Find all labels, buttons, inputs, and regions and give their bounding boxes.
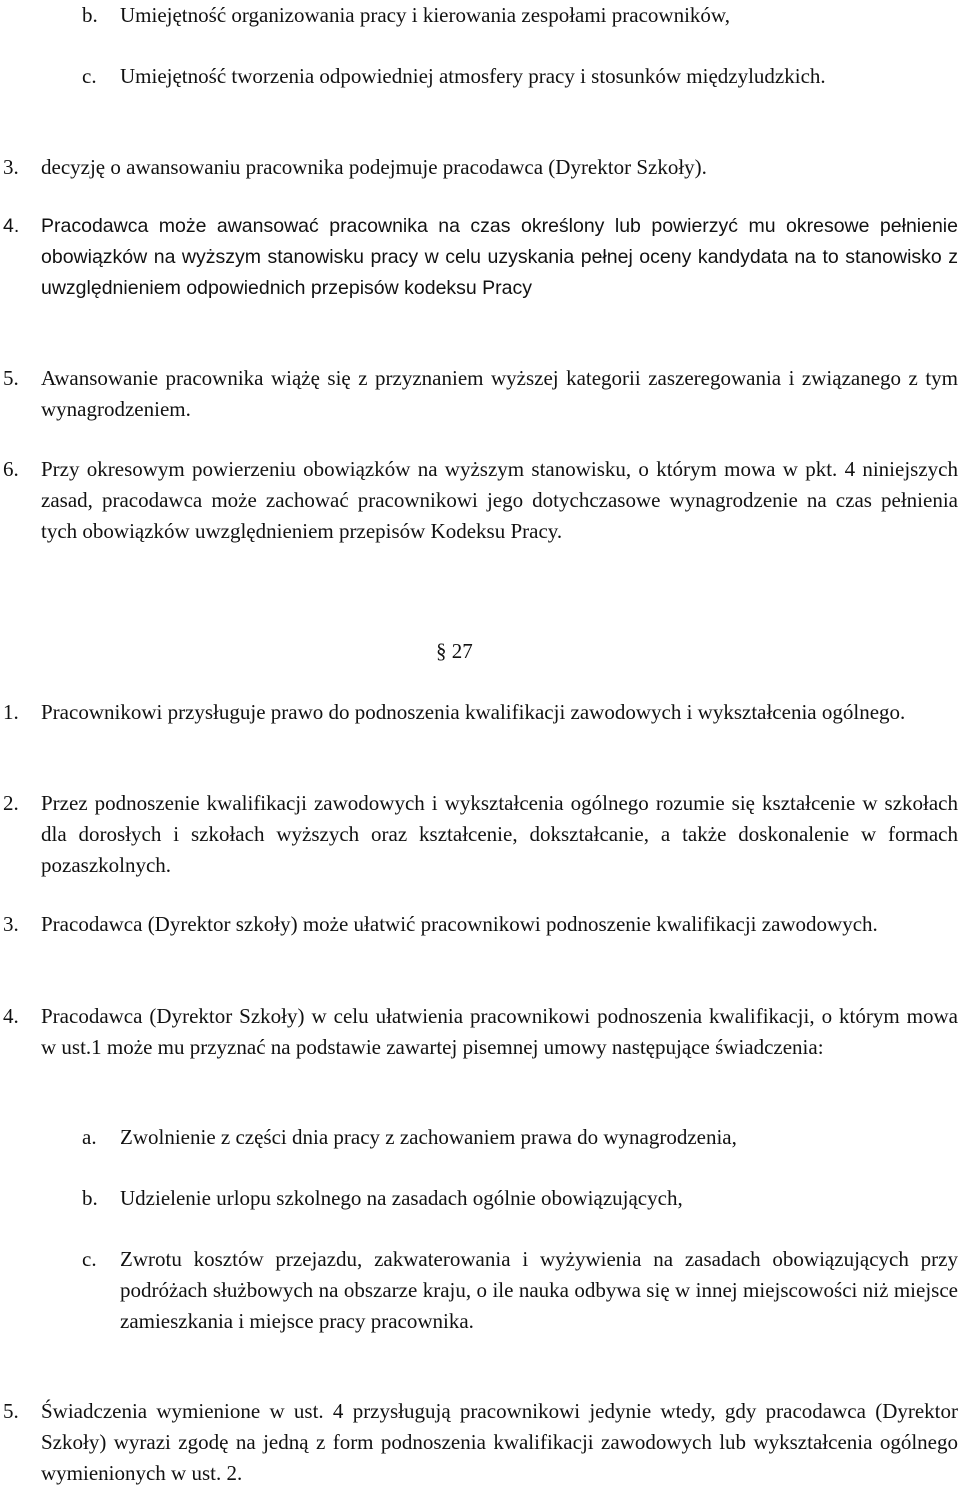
paragraph-1 <box>0 697 958 728</box>
item-marker: b. <box>82 3 98 27</box>
paragraph-text: Przez podnoszenie kwalifikacji zawodowych i wykształcenia ogólnego rozumie się kształcenie w szkołach dla dorosłych i szkołach wyższych oraz kształcenie, dokształcanie, a także doskonalenie w formach pozaszkolnych. <box>41 791 958 877</box>
paragraph-text: Pracodawca (Dyrektor szkoły) może ułatwić pracownikowi podnoszenie kwalifikacji zawodowych. <box>41 912 878 936</box>
paragraph-text: decyzję o awansowaniu pracownika podejmuje pracodawca (Dyrektor Szkoły). <box>41 155 707 179</box>
paragraph-5-b <box>0 1396 958 1489</box>
item-text: Umiejętność organizowania pracy i kierowania zespołami pracowników, <box>120 3 730 27</box>
paragraph-text: Świadczenia wymienione w ust. 4 przysługują pracownikowi jedynie wtedy, gdy pracodawca (Dyrektor Szkoły) wyrazi zgodę na jedną z form podnoszenia kwalifikacji zawodowych lub wykształcenia ogólnego wymienionych w ust. 2. <box>41 1399 958 1485</box>
paragraph-text: Pracodawca (Dyrektor Szkoły) w celu ułatwienia pracownikowi podnoszenia kwalifikacji, o którym mowa w ust.1 może mu przyznać na podstawie zawartej pisemnej umowy następujące świadczenia: <box>41 1004 958 1059</box>
paragraph-number: 4. <box>3 215 20 237</box>
item-text: Zwrotu kosztów przejazdu, zakwaterowania i wyżywienia na zasadach obowiązujących przy podróżach służbowych na obszarze kraju, o ile nauka odbywa się w innej miejscowości niż miejsce zamieszkania i miejsce pracy pracownika. <box>120 1247 958 1333</box>
paragraph-number: 2. <box>3 791 19 815</box>
section-number: 27 <box>451 639 473 663</box>
item-text: Zwolnienie z części dnia pracy z zachowaniem prawa do wynagrodzenia, <box>120 1125 737 1149</box>
paragraph-3 <box>0 152 958 183</box>
paragraph-text: Awansowanie pracownika wiążę się z przyznaniem wyższej kategorii zaszeregowania i związanego z tym wynagrodzeniem. <box>41 366 958 421</box>
paragraph-text: Pracodawca może awansować pracownika na czas określony lub powierzyć mu okresowe pełnienie obowiązków na wyższym stanowisku pracy w celu uzyskania pełnej oceny kandydata na to stanowisko z uwzględnieniem odpowiednich przepisów kodeksu Pracy <box>41 215 958 299</box>
item-marker: c. <box>82 1247 97 1271</box>
list-item-a <box>0 1122 958 1153</box>
paragraph-number: 3. <box>3 912 19 936</box>
paragraph-3-b <box>0 909 958 940</box>
list-item-c <box>0 61 958 92</box>
paragraph-5 <box>0 363 958 425</box>
item-marker: a. <box>82 1125 97 1149</box>
list-item-c-2 <box>0 1244 958 1337</box>
paragraph-4-b <box>0 1001 958 1063</box>
item-marker: c. <box>82 64 97 88</box>
paragraph-2 <box>0 788 958 881</box>
item-text: Udzielenie urlopu szkolnego na zasadach ogólnie obowiązujących, <box>120 1186 683 1210</box>
paragraph-text: Pracownikowi przysługuje prawo do podnoszenia kwalifikacji zawodowych i wykształcenia ogólnego. <box>41 700 906 724</box>
paragraph-number: 3. <box>3 155 19 179</box>
paragraph-number: 5. <box>3 1399 19 1423</box>
section-heading <box>436 636 473 667</box>
list-item-b <box>0 0 958 31</box>
section-symbol: § <box>436 639 447 663</box>
item-marker: b. <box>82 1186 98 1210</box>
paragraph-text: Przy okresowym powierzeniu obowiązków na wyższym stanowisku, o którym mowa w pkt. 4 niniejszych zasad, pracodawca może zachować pracownikowi jego dotychczasowe wynagrodzenie na czas pełnienia tych obowiązków uwzględnieniem przepisów Kodeksu Pracy. <box>41 457 958 543</box>
item-text: Umiejętność tworzenia odpowiedniej atmosfery pracy i stosunków międzyludzkich. <box>120 64 826 88</box>
paragraph-6 <box>0 454 958 547</box>
paragraph-number: 4. <box>3 1004 19 1028</box>
paragraph-number: 6. <box>3 457 19 481</box>
paragraph-number: 1. <box>3 700 19 724</box>
paragraph-number: 5. <box>3 366 19 390</box>
paragraph-4 <box>0 211 958 304</box>
list-item-b-2 <box>0 1183 958 1214</box>
